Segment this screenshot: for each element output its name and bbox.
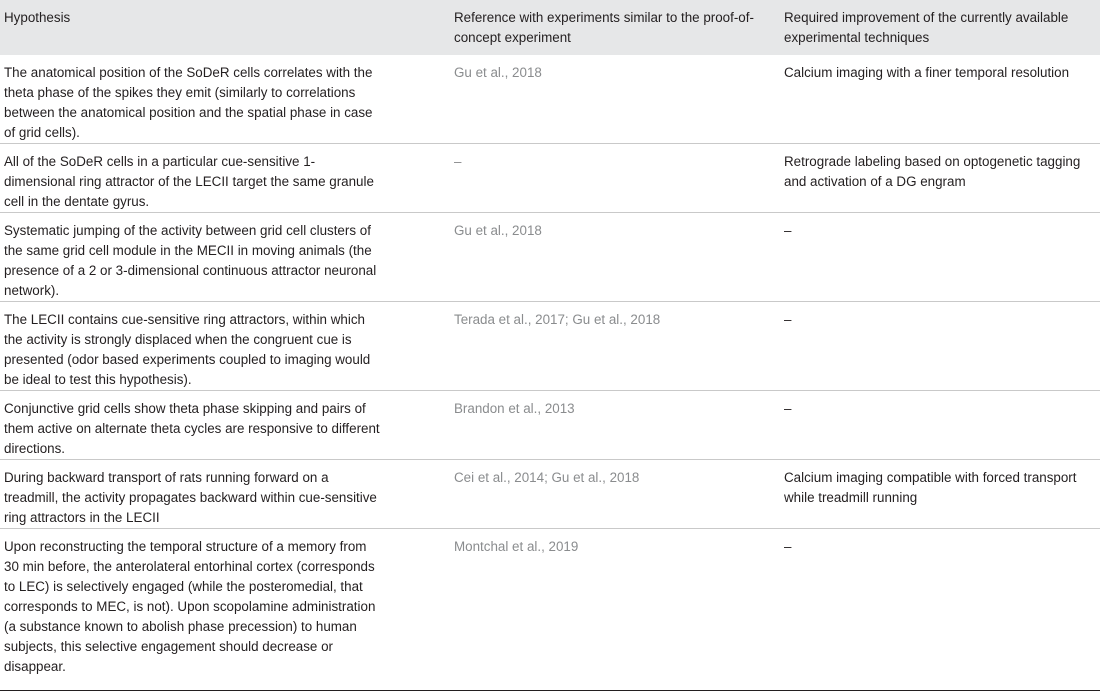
hypothesis-cell: The anatomical position of the SoDeR cells correlates with the theta phase of the spikes they emit (similarly to correlations between the anatomical position and the spatial phase in case of grid cells). xyxy=(4,65,373,140)
hypothesis-cell: Systematic jumping of the activity between grid cell clusters of the same grid cell module in the MECII in moving animals (the presence of a 2 or 3-dimensional continuous attractor neuronal network). xyxy=(0,213,450,302)
table-row xyxy=(0,460,1100,529)
improvement-cell: – xyxy=(780,302,1100,391)
hypothesis-cell: Upon reconstructing the temporal structure of a memory from 30 min before, the anterolateral entorhinal cortex (corresponds to LEC) is selectively engaged (while the posteromedial, that corresponds to MEC, is not). Upon scopolamine administration (a substance known to abolish phase precession) to human subjects, this selective engagement should decrease or disappear. xyxy=(0,529,450,678)
hypothesis-cell: The LECII contains cue-sensitive ring attractors, within which the activity is strongly displaced when the congruent cue is presented (odor based experiments coupled to imaging would be ideal to test this hypothesis). xyxy=(0,302,450,391)
table-row xyxy=(0,391,1100,460)
table-row xyxy=(0,144,1100,213)
hypothesis-cell: All of the SoDeR cells in a particular cue-sensitive 1-dimensional ring attractor of the LECII target the same granule cell in the dentate gyrus. xyxy=(0,144,450,213)
hypothesis-cell: Conjunctive grid cells show theta phase skipping and pairs of them active on alternate theta cycles are responsive to different directions. xyxy=(0,391,450,460)
reference-cell: Gu et al., 2018 xyxy=(450,213,780,302)
improvement-cell: Calcium imaging compatible with forced transport while treadmill running xyxy=(780,460,1100,529)
table-bottom-rule xyxy=(0,690,1100,691)
table-row xyxy=(0,55,1100,144)
table-row xyxy=(0,529,1100,678)
improvement-cell: – xyxy=(780,391,1100,460)
reference-cell: Cei et al., 2014; Gu et al., 2018 xyxy=(450,460,780,529)
table-header-row xyxy=(0,0,1100,55)
header-hypothesis: Hypothesis xyxy=(4,10,71,25)
improvement-cell: – xyxy=(780,213,1100,302)
reference-cell: – xyxy=(450,144,780,213)
reference-cell: Montchal et al., 2019 xyxy=(450,529,780,678)
header-reference: Reference with experiments similar to the proof-of-concept experiment xyxy=(454,10,754,45)
table-row xyxy=(0,213,1100,302)
table-row xyxy=(0,302,1100,391)
improvement-cell: Retrograde labeling based on optogenetic tagging and activation of a DG engram xyxy=(780,144,1100,213)
hypothesis-cell: During backward transport of rats running forward on a treadmill, the activity propagates backward within cue-sensitive ring attractors in the LECII xyxy=(0,460,450,529)
reference-cell: Brandon et al., 2013 xyxy=(450,391,780,460)
header-improvement: Required improvement of the currently available experimental techniques xyxy=(784,10,1069,45)
improvement-cell: – xyxy=(780,529,1100,678)
reference-cell: Terada et al., 2017; Gu et al., 2018 xyxy=(450,302,780,391)
reference-cell: Gu et al., 2018 xyxy=(454,65,542,80)
improvement-cell: Calcium imaging with a finer temporal resolution xyxy=(784,65,1070,80)
